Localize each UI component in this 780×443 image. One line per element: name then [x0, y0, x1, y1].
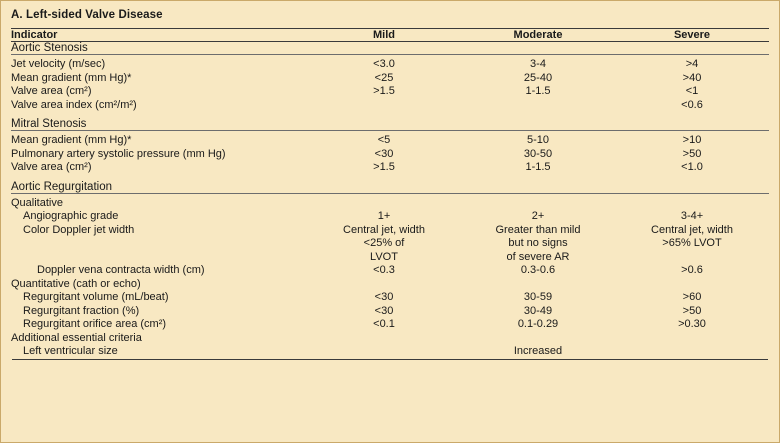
row-value-mild: <3.0	[373, 58, 395, 70]
row-value-moderate	[461, 197, 615, 211]
row-value-moderate: Increased	[513, 345, 563, 357]
table-row	[11, 72, 769, 86]
table-row	[11, 224, 769, 265]
row-value-moderate: 30-59	[523, 291, 553, 303]
row-value-mild: <25	[374, 71, 394, 84]
row-value-moderate: 25-40	[523, 71, 553, 84]
table-row	[11, 345, 769, 359]
table-row	[11, 318, 769, 332]
table-row	[11, 210, 769, 224]
row-value-moderate: 0.1-0.29	[517, 318, 559, 330]
section-header-row	[11, 42, 769, 55]
table-row	[11, 291, 769, 305]
row-value-severe: <1	[685, 85, 699, 97]
row-value-severe: >60	[682, 291, 702, 303]
row-value-mild: Central jet, width <25% of LVOT	[343, 223, 425, 263]
row-value-moderate: Greater than mild but no signs of severe AR	[495, 223, 581, 263]
table-row	[11, 85, 769, 99]
table-row	[11, 332, 769, 346]
row-value-severe	[615, 345, 769, 359]
row-indicator: Regurgitant fraction (%)	[23, 304, 140, 317]
row-indicator: Quantitative (cath or echo)	[11, 277, 141, 290]
row-value-severe: >0.6	[681, 264, 703, 276]
section-title: Aortic Regurgitation	[11, 180, 112, 193]
row-value-mild: >1.5	[373, 85, 395, 97]
column-header-mild: Mild	[373, 29, 395, 41]
table-row	[11, 264, 769, 278]
row-indicator: Qualitative	[11, 196, 63, 209]
table-row	[11, 58, 769, 72]
row-indicator: Doppler vena contracta width (cm)	[37, 264, 205, 276]
row-indicator: Color Doppler jet width	[23, 223, 135, 236]
row-value-mild	[307, 278, 461, 292]
row-value-severe: >10	[682, 134, 702, 146]
row-indicator: Pulmonary artery systolic pressure (mm Hg)	[11, 147, 226, 160]
row-value-moderate	[461, 99, 615, 113]
row-value-mild	[307, 345, 461, 359]
row-value-severe: >50	[682, 147, 702, 160]
row-value-moderate	[461, 332, 615, 346]
row-value-moderate: 30-50	[523, 147, 553, 160]
section-header-row	[11, 181, 769, 194]
row-value-severe	[615, 332, 769, 346]
row-indicator: Valve area index (cm²/m²)	[11, 98, 137, 111]
row-value-severe	[615, 197, 769, 211]
row-value-moderate: 5-10	[526, 134, 550, 146]
table-row	[11, 134, 769, 148]
section-title: Mitral Stenosis	[11, 118, 87, 130]
row-indicator: Additional essential criteria	[11, 331, 142, 344]
section-title: Aortic Stenosis	[11, 42, 88, 54]
row-value-mild	[307, 197, 461, 211]
valve-disease-table	[11, 28, 769, 359]
page-title: A. Left-sided Valve Disease	[11, 9, 163, 21]
table-row	[11, 99, 769, 113]
row-value-severe: >0.30	[678, 318, 706, 330]
table-row	[11, 278, 769, 292]
row-value-severe: >4	[685, 58, 699, 70]
table-bottom-rule	[12, 359, 768, 360]
row-value-severe	[615, 278, 769, 292]
table-row	[11, 197, 769, 211]
column-header-severe: Severe	[673, 29, 711, 41]
row-value-mild	[307, 332, 461, 346]
row-indicator: Mean gradient (mm Hg)*	[11, 134, 132, 146]
row-value-mild: <30	[374, 291, 394, 303]
row-value-severe: 3-4+	[680, 210, 704, 222]
row-value-moderate: 30-49	[523, 304, 553, 317]
row-indicator: Angiographic grade	[23, 210, 119, 222]
row-value-mild: <30	[374, 147, 394, 160]
row-value-moderate: 0.3-0.6	[520, 264, 556, 276]
row-value-severe: >50	[682, 304, 702, 317]
row-indicator: Regurgitant orifice area (cm²)	[23, 318, 167, 330]
row-indicator: Jet velocity (m/sec)	[11, 58, 106, 70]
row-value-mild: <0.1	[373, 318, 395, 330]
row-value-moderate: 3-4	[530, 58, 546, 70]
row-indicator: Mean gradient (mm Hg)*	[11, 71, 132, 84]
row-value-mild: 1+	[377, 210, 391, 222]
row-indicator: Regurgitant volume (mL/beat)	[23, 291, 169, 303]
row-value-mild: <0.3	[373, 264, 395, 276]
row-value-severe: >40	[682, 71, 702, 84]
table-row	[11, 305, 769, 319]
row-value-severe: Central jet, width >65% LVOT	[651, 223, 733, 249]
table-row	[11, 161, 769, 175]
row-value-mild	[307, 99, 461, 113]
row-value-moderate: 1-1.5	[525, 161, 551, 173]
row-value-severe: <1.0	[681, 161, 703, 173]
table-row	[11, 148, 769, 162]
section-header-row	[11, 118, 769, 131]
column-header-indicator: Indicator	[11, 29, 58, 41]
row-value-moderate: 2+	[531, 210, 545, 222]
row-value-severe: <0.6	[681, 98, 703, 111]
row-value-moderate	[461, 278, 615, 292]
table-header-row	[11, 29, 769, 42]
row-value-mild: >1.5	[373, 161, 395, 173]
row-value-moderate: 1-1.5	[525, 85, 551, 97]
row-indicator: Valve area (cm²)	[11, 85, 92, 97]
row-value-mild: <30	[374, 304, 394, 317]
row-indicator: Valve area (cm²)	[11, 161, 92, 173]
row-value-mild: <5	[377, 134, 391, 146]
row-indicator: Left ventricular size	[23, 345, 118, 357]
column-header-moderate: Moderate	[513, 29, 563, 41]
